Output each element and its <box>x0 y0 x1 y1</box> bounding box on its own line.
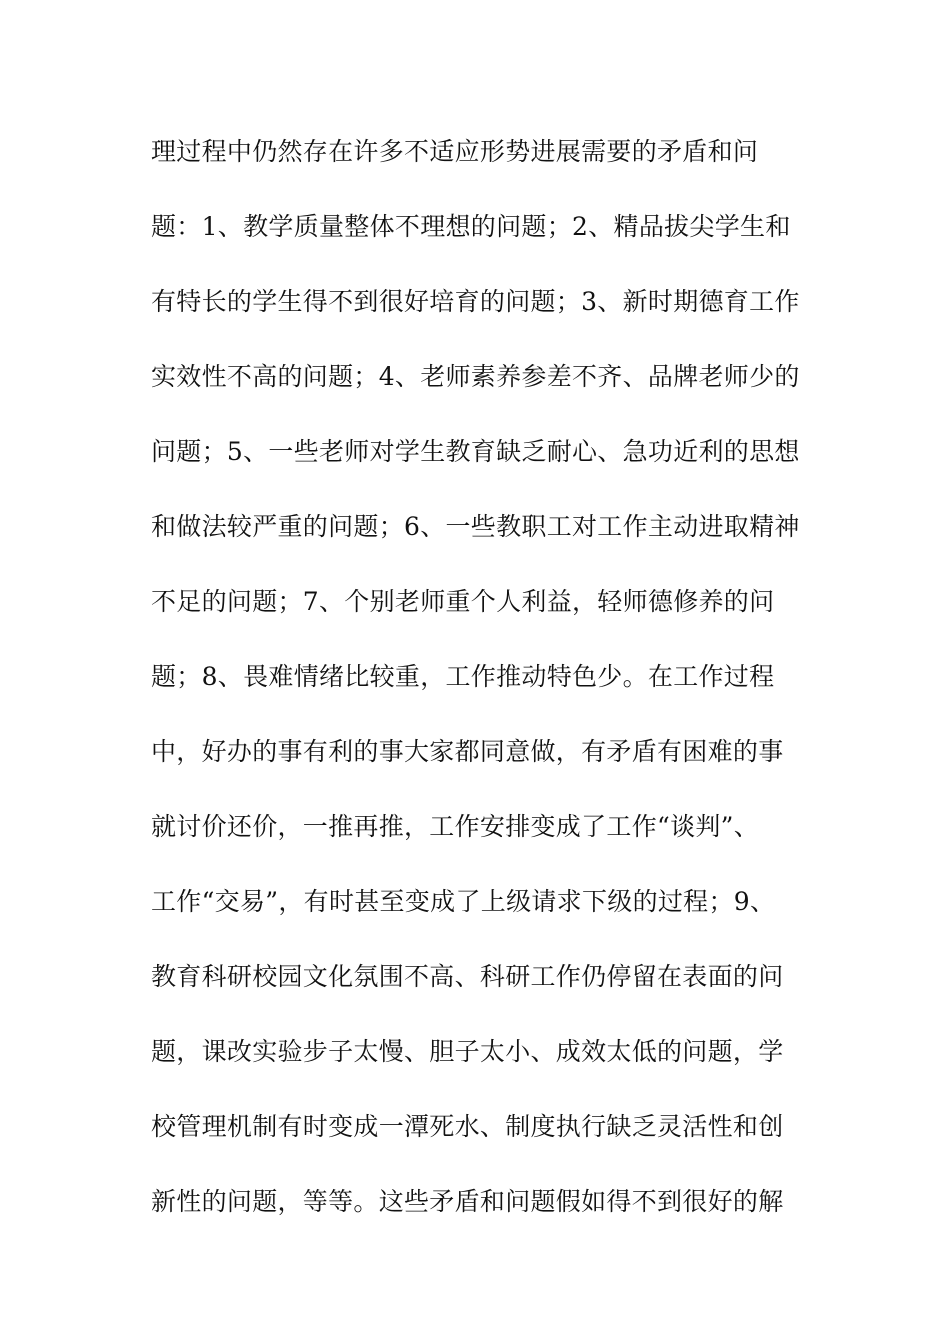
text-line: 校管理机制有时变成一潭死水、制度执行缺乏灵活性和创 <box>151 1112 784 1141</box>
text-line: 题；8、畏难情绪比较重，工作推动特色少。在工作过程 <box>151 662 775 691</box>
body-paragraph <box>151 130 811 1255</box>
text-line: 题，课改实验步子太慢、胆子太小、成效太低的问题，学 <box>151 1037 784 1066</box>
text-line: 和做法较严重的问题；6、一些教职工对工作主动进取精神 <box>151 512 800 541</box>
text-line: 不足的问题；7、个别老师重个人利益，轻师德修养的问 <box>151 587 775 616</box>
text-line: 实效性不高的问题；4、老师素养参差不齐、品牌老师少的 <box>151 362 800 391</box>
text-line: 新性的问题，等等。这些矛盾和问题假如得不到很好的解 <box>151 1187 784 1216</box>
text-line: 有特长的学生得不到很好培育的问题；3、新时期德育工作 <box>151 287 800 316</box>
text-line: 理过程中仍然存在许多不适应形势进展需要的矛盾和问 <box>151 137 759 166</box>
text-line: 问题；5、一些老师对学生教育缺乏耐心、急功近利的思想 <box>151 437 800 466</box>
text-line: 教育科研校园文化氛围不高、科研工作仍停留在表面的问 <box>151 962 784 991</box>
text-line: 题：1、教学质量整体不理想的问题；2、精品拔尖学生和 <box>151 212 791 241</box>
text-line: 就讨价还价，一推再推，工作安排变成了工作“谈判”、 <box>151 812 760 841</box>
text-line: 工作“交易”，有时甚至变成了上级请求下级的过程；9、 <box>151 887 776 916</box>
text-line: 中，好办的事有利的事大家都同意做，有矛盾有困难的事 <box>151 737 784 766</box>
